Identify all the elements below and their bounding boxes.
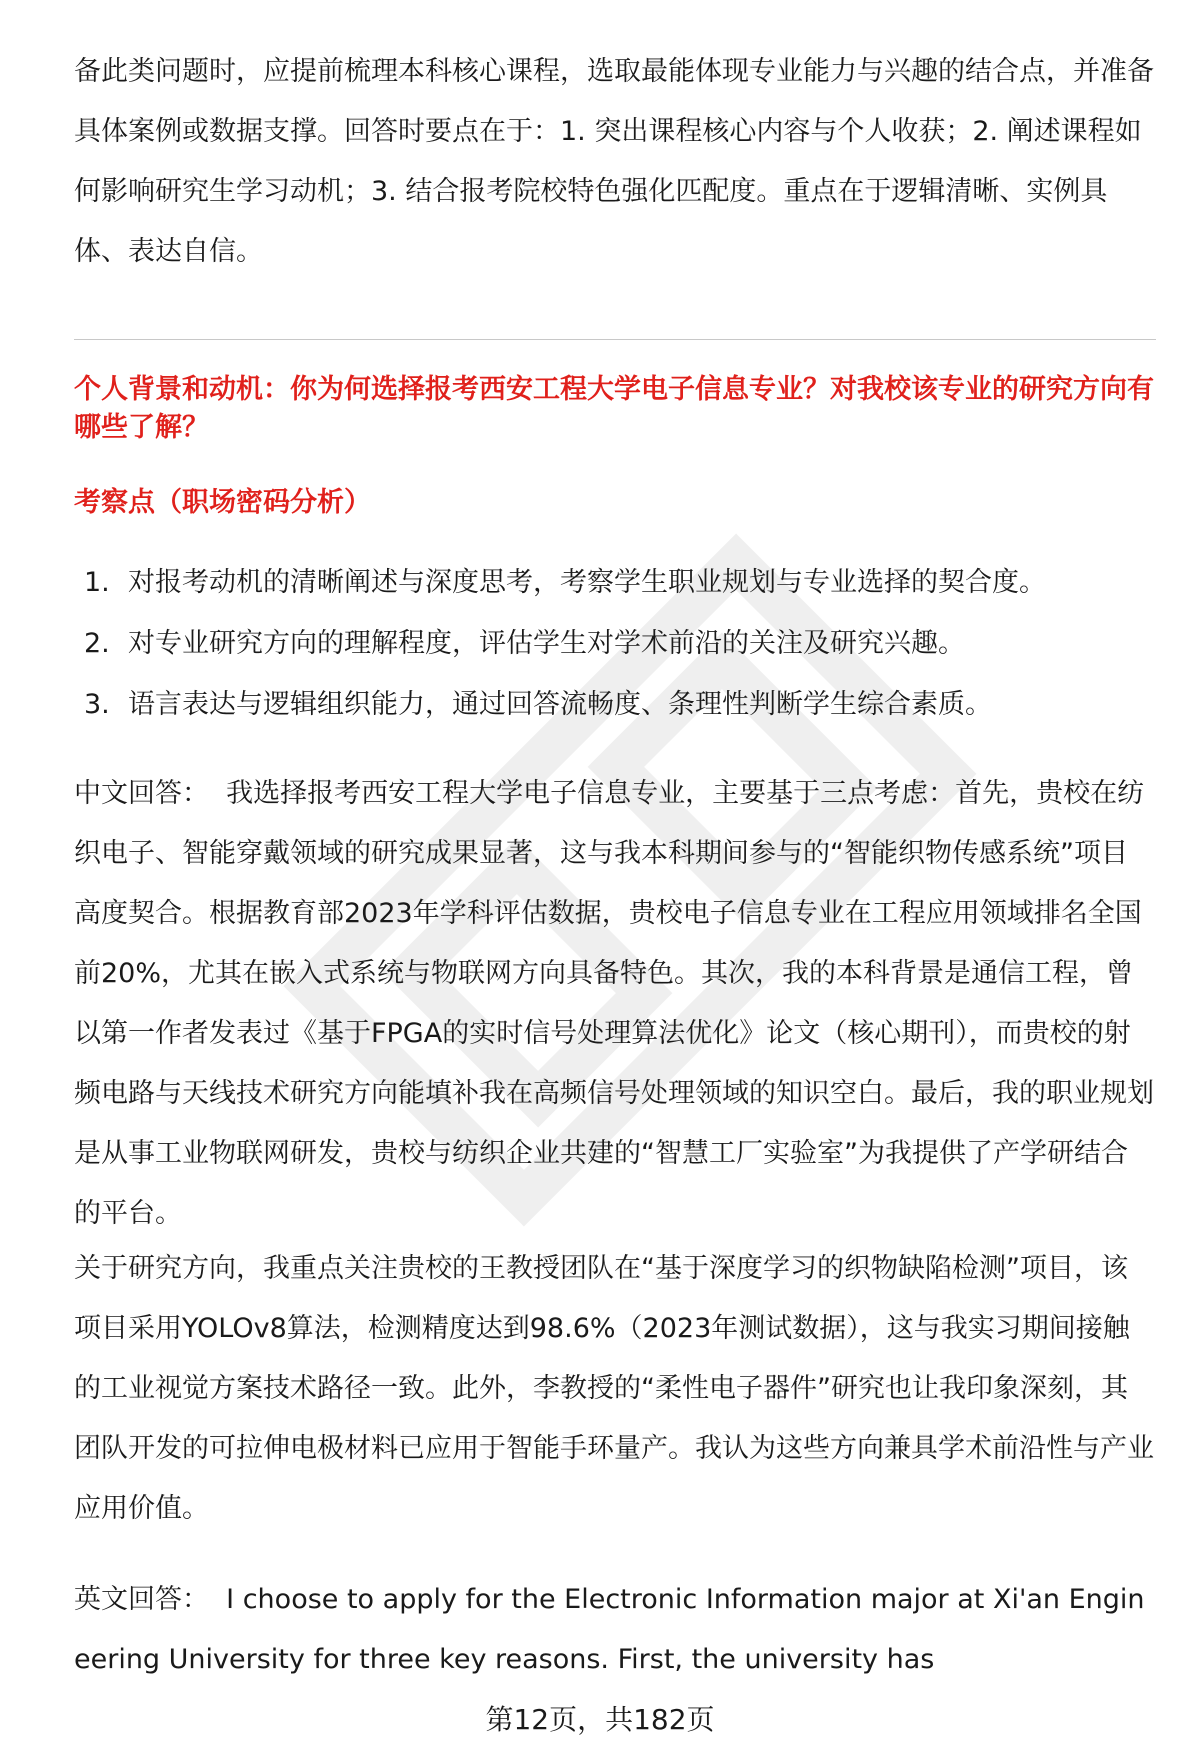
chinese-answer-paragraph xyxy=(74,764,1154,1244)
question-heading: 个人背景和动机：你为何选择报考西安工程大学电子信息专业？对我校该专业的研究方向有哪些了解？ xyxy=(74,374,1154,443)
list-item xyxy=(74,674,1154,735)
english-answer-paragraph xyxy=(74,1570,1154,1690)
chinese-answer-text: 我选择报考西安工程大学电子信息专业，主要基于三点考虑：首先，贵校在纺织电子、智能穿戴领域的研究成果显著，这与我本科期间参与的“智能织物传感系统”项目高度契合。根据教育部2023年学科评估数据，贵校电子信息专业在工程应用领域排名全国前20%，尤其在嵌入式系统与物联网方向具备特色。其次，我的本科背景是通信工程，曾以第一作者发表过《基于FPGA的实时信号处理算法优化》论文（核心期刊），而贵校的射频电路与天线技术研究方向能填补我在高频信号处理领域的知识空白。最后，我的职业规划是从事工业物联网研发，贵校与纺织企业共建的“智慧工厂实验室”为我提供了产学研结合的平台。 xyxy=(74,778,1154,1229)
list-item xyxy=(74,552,1154,613)
list-item-number: 1. xyxy=(84,567,110,598)
section-divider xyxy=(74,339,1156,340)
chinese-answer-label: 中文回答： xyxy=(74,778,209,809)
english-answer-text: I choose to apply for the Electronic Information major at Xi'an Engineering University for three key reasons. First, the university has xyxy=(74,1584,1145,1675)
list-item-text: 对专业研究方向的理解程度，评估学生对学术前沿的关注及研究兴趣。 xyxy=(128,628,965,659)
page-number-footer: 第12页，共182页 xyxy=(485,1703,715,1736)
research-direction-paragraph: 关于研究方向，我重点关注贵校的王教授团队在“基于深度学习的织物缺陷检测”项目，该项目采用YOLOv8算法，检测精度达到98.6%（2023年测试数据），这与我实习期间接触的工业视觉方案技术路径一致。此外，李教授的“柔性电子器件”研究也让我印象深刻，其团队开发的可拉伸电极材料已应用于智能手环量产。我认为这些方向兼具学术前沿性与产业应用价值。 xyxy=(74,1253,1154,1524)
list-item-number: 2. xyxy=(84,628,110,659)
list-item-text: 对报考动机的清晰阐述与深度思考，考察学生职业规划与专业选择的契合度。 xyxy=(128,567,1046,598)
intro-paragraph: 备此类问题时，应提前梳理本科核心课程，选取最能体现专业能力与兴趣的结合点，并准备具体案例或数据支撑。回答时要点在于：1. 突出课程核心内容与个人收获；2. 阐述课程如何影响研究生学习动机；3. 结合报考院校特色强化匹配度。重点在于逻辑清晰、实例具体、表达自信。 xyxy=(74,56,1154,267)
assessment-list xyxy=(74,552,1154,735)
assessment-heading: 考察点（职场密码分析） xyxy=(74,487,371,518)
english-answer-label: 英文回答： xyxy=(74,1584,209,1615)
list-item-text: 语言表达与逻辑组织能力，通过回答流畅度、条理性判断学生综合素质。 xyxy=(128,689,992,720)
list-item-number: 3. xyxy=(84,689,110,720)
list-item xyxy=(74,613,1154,674)
